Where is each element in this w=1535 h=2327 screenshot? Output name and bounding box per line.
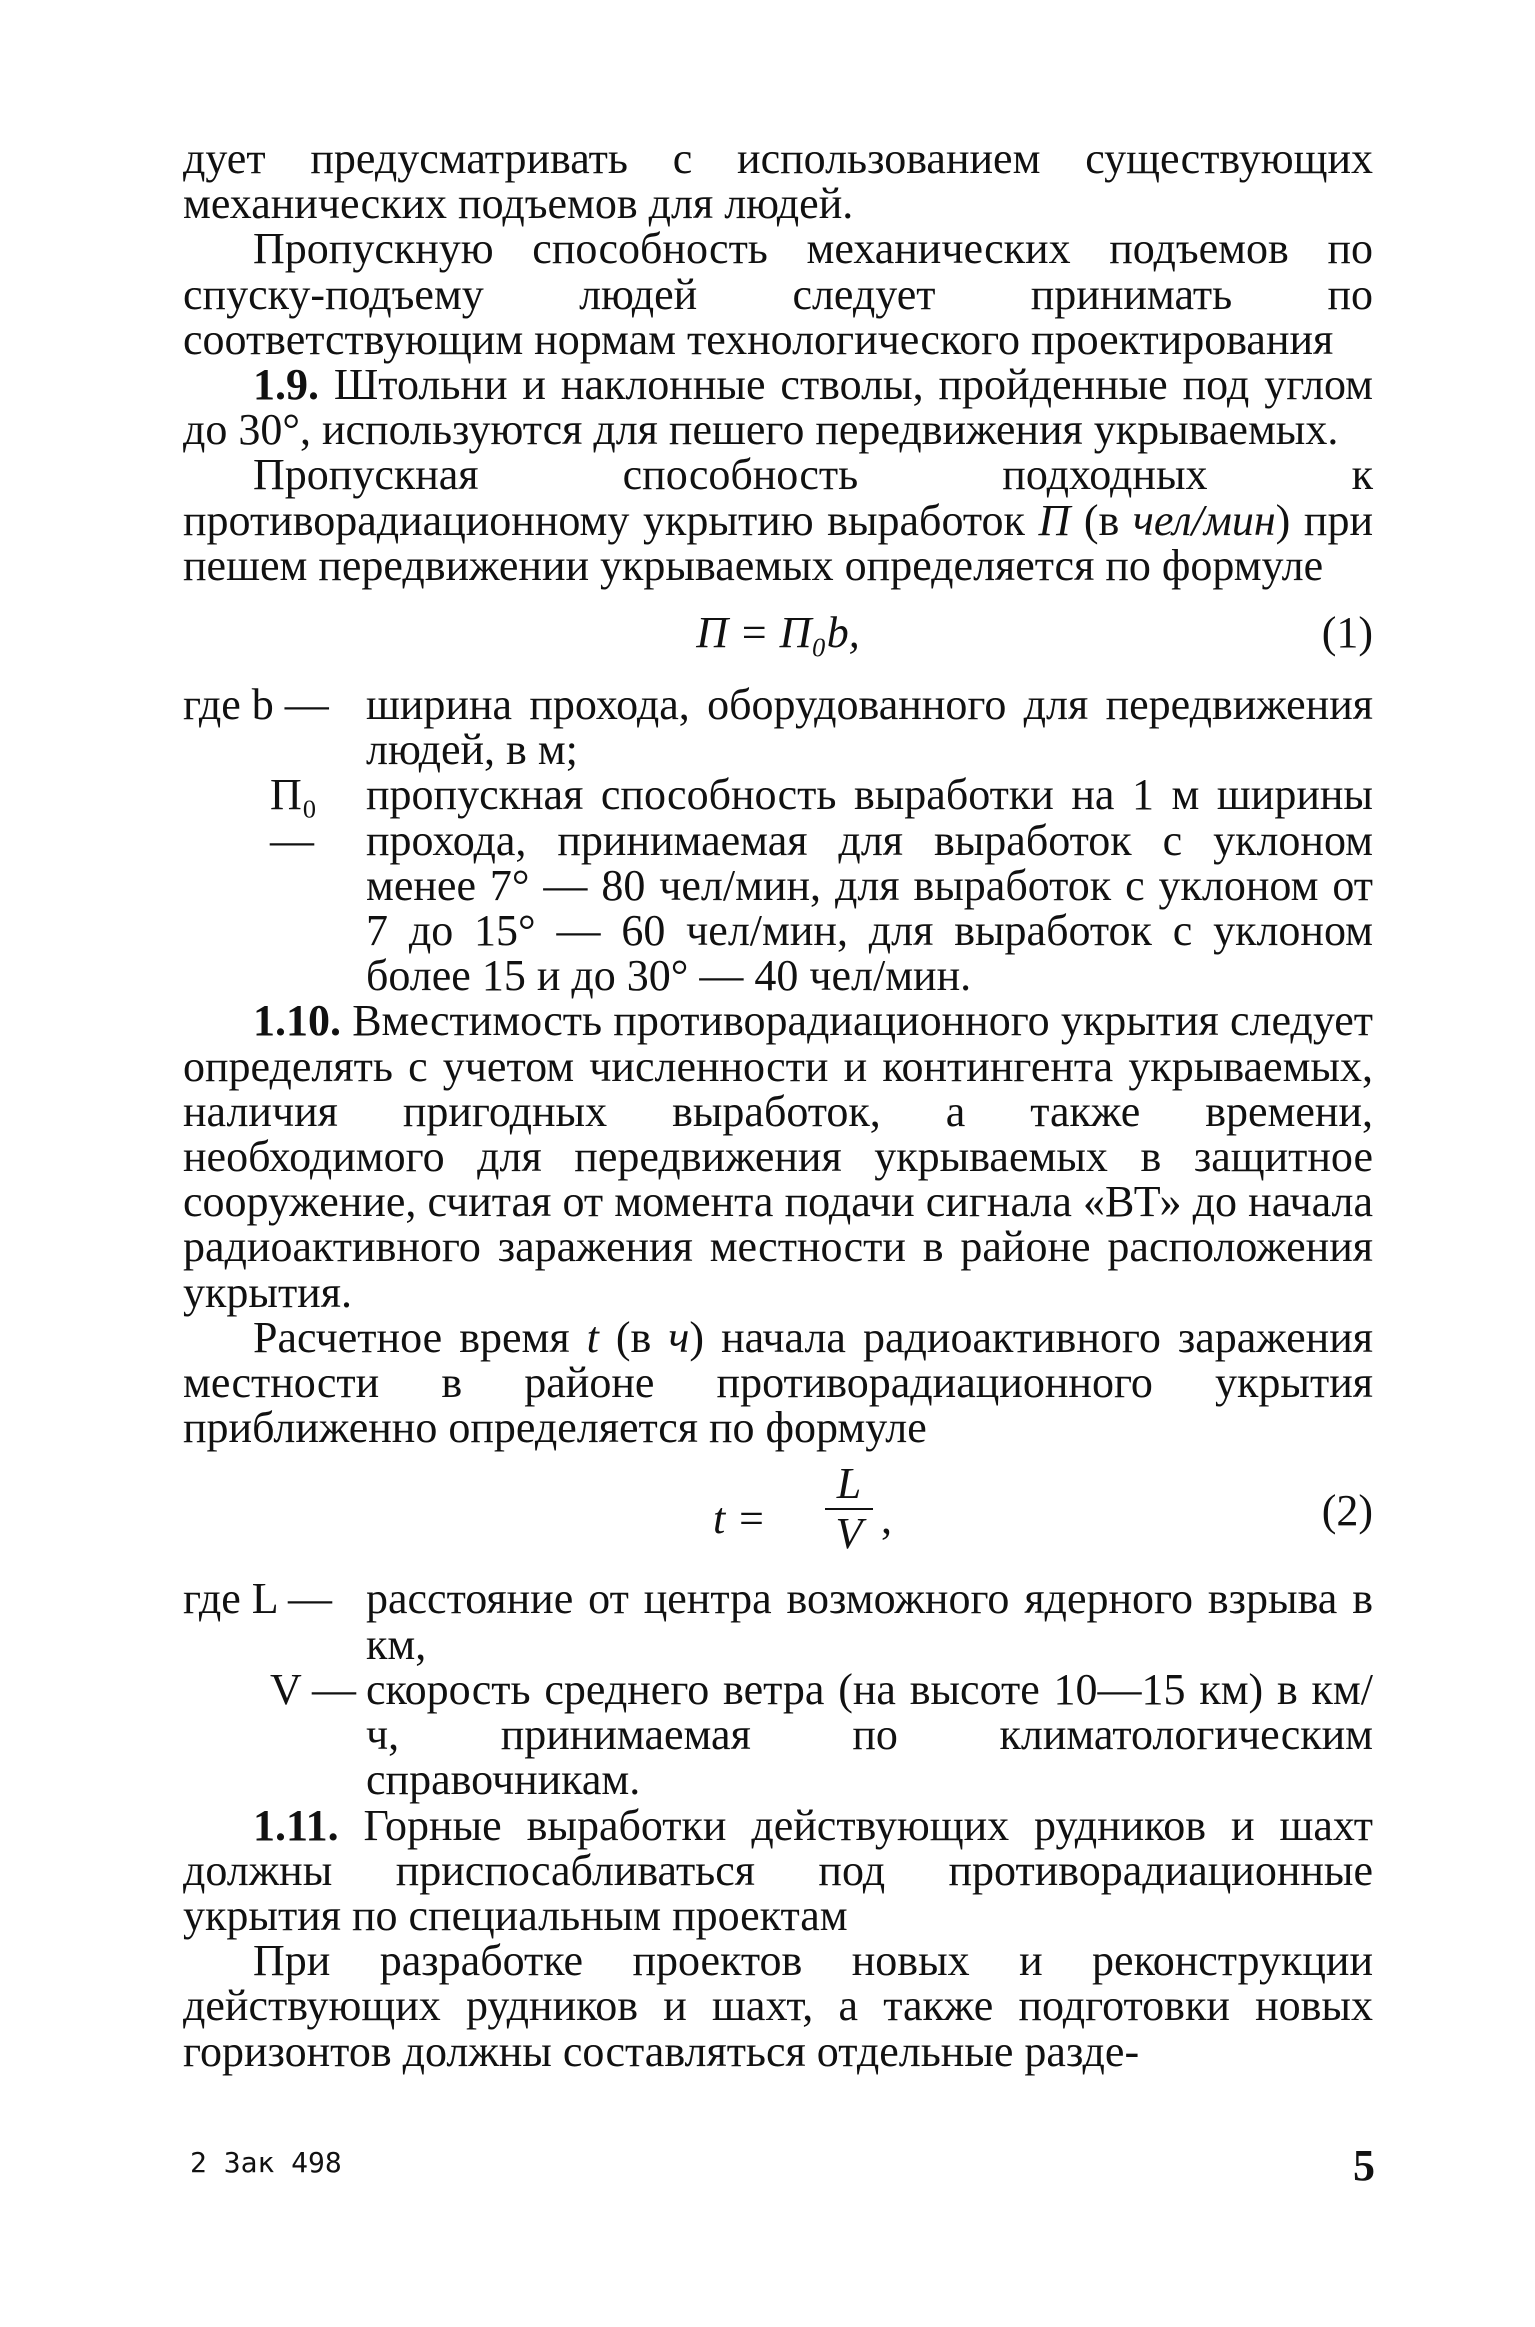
definition-text: ширина прохода, оборудованного для передвижения людей, в м; (366, 680, 1373, 775)
definition-item (183, 770, 1373, 1001)
definition-text: скорость среднего ветра (на высоте 10—15 км) в км/ч, принимаемая по климатологическим справочникам. (366, 1664, 1373, 1805)
unit: чел/мин (1132, 495, 1276, 545)
formula-lhs: t = (713, 1494, 766, 1544)
unit: ч (668, 1312, 690, 1362)
text-column (183, 136, 1373, 2074)
paragraph-1-9 (183, 360, 1373, 455)
definitions-1 (183, 680, 1373, 1001)
definition-text: пропускная способность выработки на 1 м ширины прохода, принимаемая для выработок с уклоном менее 7° — 80 чел/мин, для выработок с уклоном от 7 до 15° — 60 чел/мин, для выработок с уклоном более 15 и до 30° — 40 чел/мин. (366, 770, 1373, 1001)
definition-item (183, 1664, 1373, 1805)
text-run: (в (598, 1312, 669, 1362)
formula-1 (183, 598, 1373, 676)
paragraph-continuation: дует предусматривать с использованием существующих механических подъемов для людей. (183, 134, 1373, 229)
definitions-2 (183, 1574, 1373, 1805)
denominator: V (835, 1509, 863, 1559)
page-number: 5 (1353, 2141, 1375, 2190)
text-run: ) при пешем передвижении укрываемых определяется по формуле (183, 495, 1374, 590)
text-run: Расчетное время (253, 1312, 587, 1362)
variable: t (586, 1312, 599, 1362)
print-signature: 2 Зак 498 (190, 2146, 342, 2179)
formula-expression: П = П₀b, (696, 608, 860, 658)
definition-text: расстояние от центра возможного ядерного взрыва в км, (366, 1574, 1373, 1669)
definition-term: V — (270, 1664, 356, 1714)
text-run: Пропускная способность подходных к противорадиационному укрытию выработок (183, 450, 1373, 545)
section-number: 1.11. (253, 1800, 339, 1850)
paragraph-new-projects: При разработке проектов новых и реконструкции действующих рудников и шахт, а также подготовки новых горизонтов должны составляться отдельные разде- (183, 1936, 1373, 2076)
section-number: 1.10. (253, 996, 341, 1046)
text-run: ) начала радиоактивного заражения местности в районе противорадиационного укрытия приближенно определяется по формуле (183, 1312, 1373, 1453)
paragraph-time-formula-intro (183, 1312, 1373, 1453)
section-number: 1.9. (253, 360, 319, 410)
formula-number: (1) (1321, 608, 1373, 658)
definition-term: где b — (183, 680, 329, 730)
paragraph-1-11 (183, 1800, 1373, 1940)
definition-term: где L — (183, 1574, 333, 1624)
paragraph-text: Вместимость противорадиационного укрытия следует определять с учетом численности и контингента укрываемых, наличия пригодных выработок, а также времени, необходимого для передвижения укрываемых в защитное сооружение, считая от момента подачи сигнала «ВТ» до начала радиоактивного заражения местности в районе расположения укрытия. (183, 996, 1373, 1317)
formula-comma: , (881, 1494, 892, 1544)
variable: П (1038, 495, 1071, 545)
fraction (825, 1459, 873, 1559)
paragraph-text: Горные выработки действующих рудников и шахт должны приспосабливаться под противорадиационные укрытия по специальным проектам (183, 1800, 1373, 1940)
paragraph-1-10 (183, 996, 1373, 1317)
definition-item (183, 1574, 1373, 1669)
page-footer (190, 2140, 1375, 2200)
text-run: (в (1070, 495, 1133, 545)
paragraph-capacity-formula-intro (183, 452, 1373, 588)
definition-item (183, 680, 1373, 775)
paragraph-lift-capacity: Пропускную способность механических подъемов по спуску-подъему людей следует принимать по соответствующим нормам технологического проектирования (183, 224, 1373, 364)
numerator: L (836, 1459, 862, 1509)
definition-term: П₀ — (270, 770, 318, 865)
formula-number: (2) (1321, 1486, 1373, 1536)
formula-2 (183, 1456, 1373, 1576)
paragraph-text: Штольни и наклонные стволы, пройденные под углом до 30°, используются для пешего передвижения укрываемых. (183, 360, 1373, 455)
